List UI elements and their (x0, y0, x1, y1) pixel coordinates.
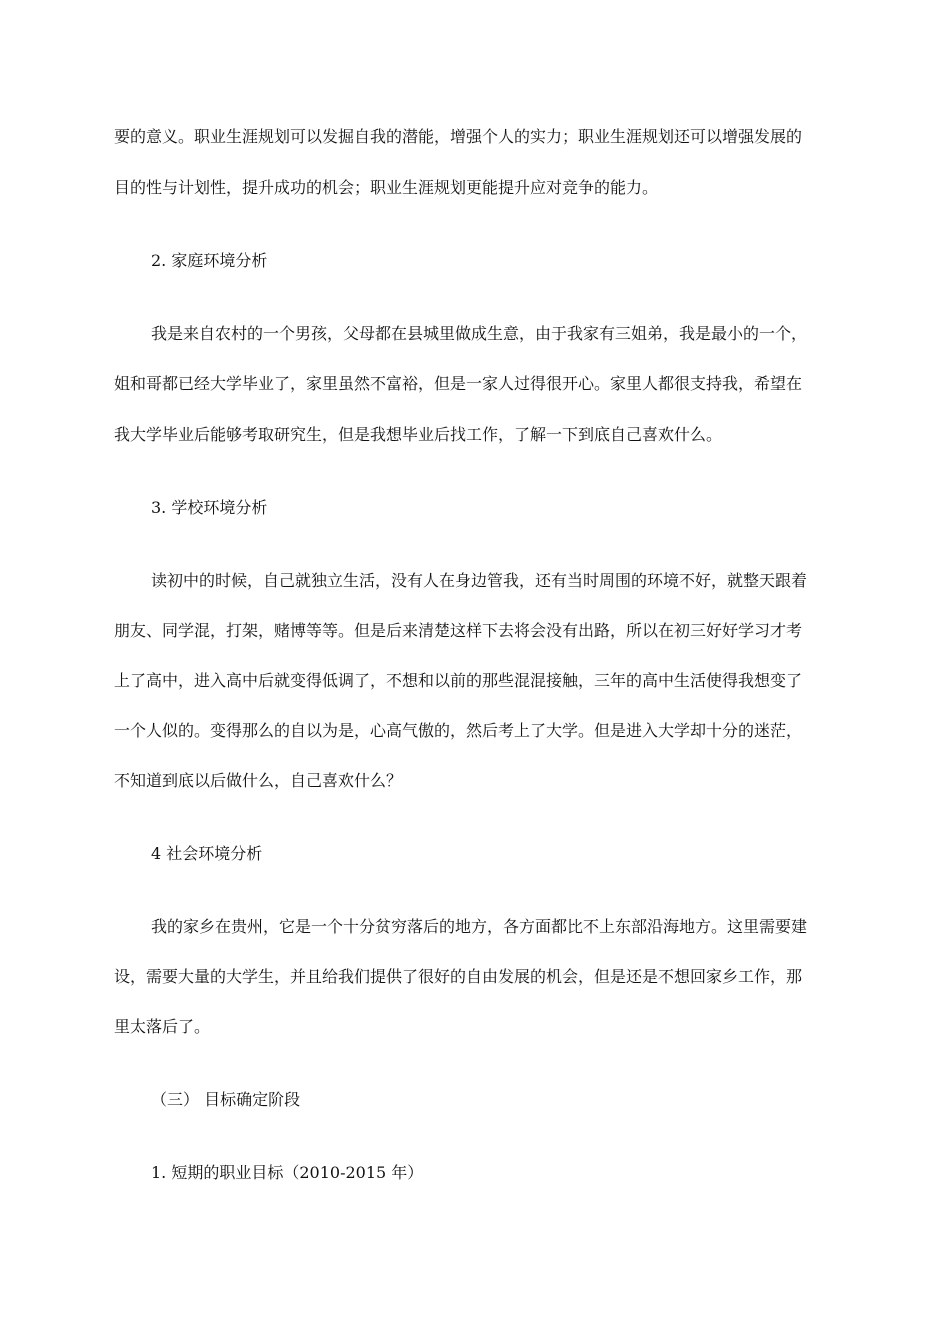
text-line: 读初中的时候，自己就独立生活，没有人在身边管我，还有当时周围的环境不好，就整天跟着 (151, 571, 808, 590)
text-line: 不知道到底以后做什么，自己喜欢什么？ (114, 771, 403, 790)
section-heading-family: 2. 家庭环境分析 (151, 251, 268, 270)
text-line: 姐和哥都已经大学毕业了，家里虽然不富裕，但是一家人过得很开心。家里人都很支持我，希望在 (114, 374, 803, 393)
text-line: 一个人似的。变得那么的自以为是，心高气傲的，然后考上了大学。但是进入大学却十分的迷茫， (114, 721, 803, 740)
text-line: 我是来自农村的一个男孩，父母都在县城里做成生意，由于我家有三姐弟，我是最小的一个， (151, 324, 808, 343)
text-line: 里太落后了。 (114, 1017, 211, 1036)
text-line: 上了高中，进入高中后就变得低调了，不想和以前的那些混混接触，三年的高中生活使得我想变了 (114, 671, 803, 690)
section-heading-society: 4 社会环境分析 (151, 844, 263, 863)
text-line: 目的性与计划性，提升成功的机会；职业生涯规划更能提升应对竞争的能力。 (114, 178, 659, 197)
text-line: 我大学毕业后能够考取研究生，但是我想毕业后找工作，了解一下到底自己喜欢什么。 (114, 425, 723, 444)
section-heading-goal-stage: （三） 目标确定阶段 (151, 1090, 301, 1109)
text-line: 设，需要大量的大学生，并且给我们提供了很好的自由发展的机会，但是还是不想回家乡工作，那 (114, 967, 803, 986)
text-line: 我的家乡在贵州，它是一个十分贫穷落后的地方，各方面都比不上东部沿海地方。这里需要建 (151, 917, 808, 936)
section-heading-short-term-goal: 1. 短期的职业目标（2010-2015 年） (151, 1163, 424, 1182)
section-heading-school: 3. 学校环境分析 (151, 498, 268, 517)
text-line: 朋友、同学混，打架，赌博等等。但是后来清楚这样下去将会没有出路，所以在初三好好学习才考 (114, 621, 803, 640)
text-line: 要的意义。职业生涯规划可以发掘自我的潜能，增强个人的实力；职业生涯规划还可以增强发展的 (114, 127, 803, 146)
